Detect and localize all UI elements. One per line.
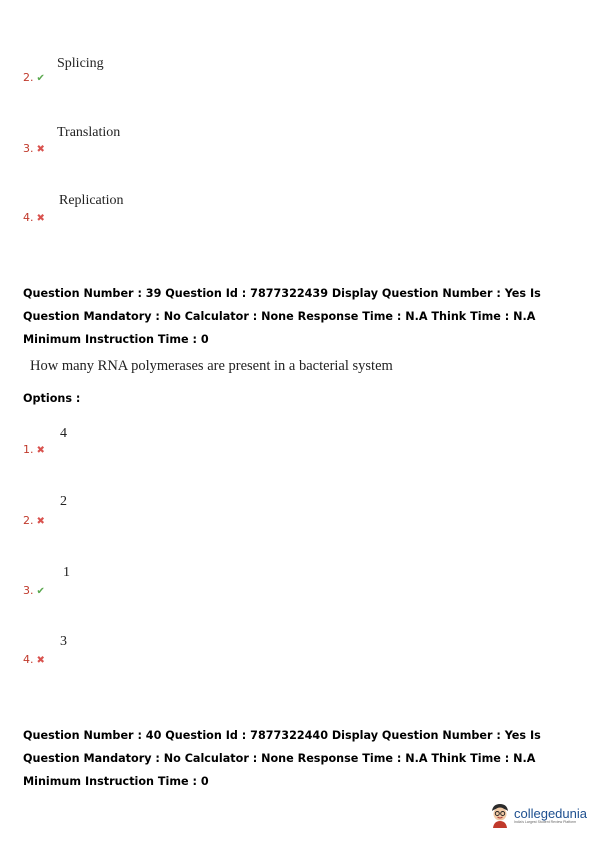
student-avatar-icon <box>489 802 511 828</box>
option-text: Translation <box>57 125 121 140</box>
option-row <box>23 137 45 156</box>
cross-icon: ✖ <box>36 445 45 456</box>
question-header: Question Number : 40 Question Id : 7877322440 Display Question Number : Yes Is Question Mandatory : No Calculator : None Response Time : N.A Think Time : N.A Minimum Instruction Time : 0 <box>23 729 541 788</box>
option-number: 4. <box>23 653 34 666</box>
option-text: Replication <box>59 193 124 208</box>
option-number: 2. <box>23 71 34 84</box>
check-icon: ✔ <box>36 586 45 597</box>
option-row <box>23 438 45 457</box>
brand-tagline: India's Largest Student Review Platform <box>513 819 577 824</box>
cross-icon: ✖ <box>36 144 45 155</box>
option-number: 2. <box>23 514 34 527</box>
option-row <box>23 66 45 85</box>
option-text: 2 <box>60 494 67 509</box>
option-number: 1. <box>23 443 34 456</box>
check-icon: ✔ <box>36 73 45 84</box>
options-label: Options : <box>23 392 81 405</box>
option-text: Splicing <box>57 56 104 71</box>
option-row <box>23 579 45 598</box>
cross-icon: ✖ <box>36 213 45 224</box>
option-number: 3. <box>23 584 34 597</box>
option-number: 3. <box>23 142 34 155</box>
question-header: Question Number : 39 Question Id : 7877322439 Display Question Number : Yes Is Question Mandatory : No Calculator : None Response Time : N.A Think Time : N.A Minimum Instruction Time : 0 <box>23 287 541 346</box>
question-text: How many RNA polymerases are present in a bacterial system <box>30 358 393 374</box>
option-text: 1 <box>63 565 70 580</box>
brand-logo <box>489 802 587 828</box>
option-row <box>23 206 45 225</box>
option-row <box>23 509 45 528</box>
option-row <box>23 648 45 667</box>
cross-icon: ✖ <box>36 516 45 527</box>
option-text: 3 <box>60 634 67 649</box>
brand-name: collegedunia <box>513 805 587 821</box>
option-number: 4. <box>23 211 34 224</box>
cross-icon: ✖ <box>36 655 45 666</box>
option-text: 4 <box>60 426 67 441</box>
